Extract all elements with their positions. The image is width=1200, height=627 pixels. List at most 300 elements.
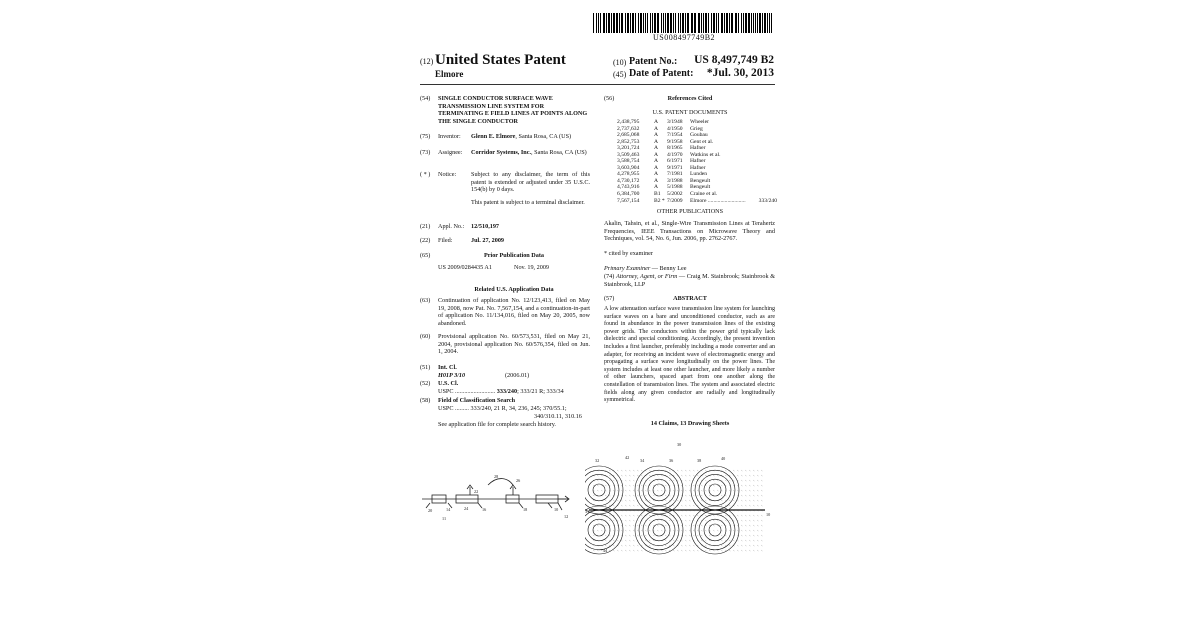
field-vector — [657, 480, 659, 481]
field-vector — [749, 525, 751, 526]
field-vector — [657, 485, 659, 486]
inventor-name: Glenn E. Elmore — [471, 133, 516, 140]
field-loop — [653, 524, 665, 536]
barcode-bar — [638, 13, 639, 33]
field-vector — [629, 535, 631, 536]
arrow-up — [510, 485, 516, 495]
search-dots: ......... — [455, 405, 469, 412]
field-vector — [725, 480, 727, 481]
field-vector — [593, 495, 595, 496]
ref-inventor: Craine et al. — [690, 191, 718, 198]
field-vector — [609, 505, 611, 506]
fig-label: 14 — [446, 507, 451, 512]
field-vector — [749, 480, 751, 481]
references-list — [617, 119, 777, 204]
field-vector — [741, 495, 743, 496]
field-vector — [749, 505, 751, 506]
barcode-bar — [691, 13, 693, 33]
ref-number: 4,730,172 — [617, 177, 640, 184]
field-vector — [753, 550, 755, 551]
field-vector — [669, 495, 671, 496]
field-vector — [733, 540, 735, 541]
field-vector — [701, 490, 703, 491]
ref-date: 7/1981 — [667, 171, 683, 178]
field-vector — [613, 490, 615, 491]
field-vector — [657, 475, 659, 476]
ref-kind: A — [654, 132, 659, 139]
fig-label: 42 — [625, 455, 630, 460]
field-vector — [689, 525, 691, 526]
field-vector — [677, 500, 679, 501]
field-vector — [761, 525, 763, 526]
field-loop — [653, 484, 665, 496]
assignee-entry — [471, 149, 591, 157]
field-vector — [693, 545, 695, 546]
us-cl-line — [438, 388, 564, 396]
ref-inventor: Goubau — [690, 132, 708, 139]
fig-label: 44 — [603, 548, 608, 553]
field-loop — [648, 479, 670, 501]
field-vector — [629, 500, 631, 501]
field-vector — [677, 530, 679, 531]
related-heading: Related U.S. Application Data — [474, 286, 554, 293]
field-vector — [637, 485, 639, 486]
field-vector — [629, 495, 631, 496]
barcode-bar — [680, 13, 681, 33]
field-vector — [725, 515, 727, 516]
ref-number: 3,201,724 — [617, 145, 640, 152]
field-vector — [753, 535, 755, 536]
field-vector — [625, 550, 627, 551]
field-vector — [625, 505, 627, 506]
fig-label: 24 — [464, 506, 469, 511]
us-patent-docs-heading: U.S. PATENT DOCUMENTS — [652, 109, 728, 116]
field-vector — [749, 475, 751, 476]
field-vector — [605, 505, 607, 506]
field-vector — [729, 500, 731, 501]
field-vector — [689, 530, 691, 531]
ref-class: 333/240 — [758, 197, 777, 204]
attorney-code: (74) — [604, 273, 615, 280]
field-vector — [605, 545, 607, 546]
field-vector — [605, 485, 607, 486]
field-vector — [601, 475, 603, 476]
field-vector — [725, 505, 727, 506]
field-vector — [665, 535, 667, 536]
ref-inventor: Hafner — [690, 145, 706, 152]
field-loop — [704, 479, 726, 501]
field-vector — [697, 490, 699, 491]
barcode-bar — [703, 13, 704, 33]
barcode-bar — [698, 13, 700, 33]
barcode-bar — [726, 13, 728, 33]
field-vector — [693, 475, 695, 476]
field-vector — [725, 535, 727, 536]
field-vector — [761, 515, 763, 516]
assignee-label: Assignee: — [438, 149, 463, 156]
notice-text: Subject to any disclaimer, the term of this patent is extended or adjusted under 35 U.S.C. 154(b) by 0 days. — [471, 171, 590, 194]
field-vector — [685, 505, 687, 506]
field-vector — [753, 490, 755, 491]
field-vector — [741, 485, 743, 486]
field-vector — [629, 470, 631, 471]
field-vector — [673, 500, 675, 501]
field-vector — [597, 520, 599, 521]
attorney-label: Attorney, Agent, or Firm — [615, 273, 678, 280]
field-vector — [757, 545, 759, 546]
field-vector — [641, 475, 643, 476]
barcode-bar — [743, 13, 744, 33]
field-vector — [657, 550, 659, 551]
field-vector — [621, 540, 623, 541]
field-vector — [673, 550, 675, 551]
barcode-bar — [608, 13, 610, 33]
field-vector — [721, 535, 723, 536]
field-vector — [753, 500, 755, 501]
field-vector — [633, 530, 635, 531]
field-vector — [597, 515, 599, 516]
patent-number: US 8,497,749 B2 — [694, 54, 774, 66]
field-vector — [753, 530, 755, 531]
field-vector — [681, 540, 683, 541]
barcode-bar — [738, 13, 739, 33]
field-vector — [761, 500, 763, 501]
field-vector — [605, 500, 607, 501]
field-vector — [709, 550, 711, 551]
field-vector — [753, 545, 755, 546]
field-vector — [609, 495, 611, 496]
patent-no-label: Patent No.: — [629, 56, 678, 67]
barcode-bar — [748, 13, 750, 33]
field-vector — [637, 525, 639, 526]
field-vector — [721, 540, 723, 541]
field-vector — [681, 500, 683, 501]
barcode-bar — [627, 13, 629, 33]
code-57: (57) — [604, 295, 615, 302]
field-vector — [613, 505, 615, 506]
field-vector — [685, 520, 687, 521]
cited-by-examiner: * cited by examiner — [604, 250, 653, 257]
field-vector — [673, 530, 675, 531]
field-loop — [585, 470, 619, 510]
field-vector — [621, 475, 623, 476]
field-vector — [693, 490, 695, 491]
field-vector — [741, 540, 743, 541]
field-vector — [621, 550, 623, 551]
field-vector — [721, 525, 723, 526]
field-vector — [737, 530, 739, 531]
ref-date: 5/2002 — [667, 191, 683, 198]
field-loop — [648, 519, 670, 541]
field-vector — [649, 505, 651, 506]
field-vector — [637, 515, 639, 516]
field-vector — [677, 540, 679, 541]
ref-inventor: Elmore ........................... — [690, 197, 746, 204]
ref-number: 3,603,904 — [617, 164, 640, 171]
field-vector — [605, 495, 607, 496]
field-vector — [709, 540, 711, 541]
field-vector — [689, 515, 691, 516]
ref-inventor: Wheeler — [690, 119, 709, 125]
field-vector — [701, 495, 703, 496]
field-vector — [757, 490, 759, 491]
examiner-label: Primary Examiner — [604, 265, 651, 272]
field-vector — [729, 540, 731, 541]
field-vector — [729, 520, 731, 521]
field-vector — [689, 480, 691, 481]
field-vector — [593, 540, 595, 541]
header-inventor: Elmore — [435, 69, 464, 79]
field-vector — [741, 535, 743, 536]
field-vector — [745, 495, 747, 496]
field-vector — [633, 515, 635, 516]
field-vector — [637, 495, 639, 496]
field-vector — [669, 470, 671, 471]
field-vector — [621, 470, 623, 471]
field-vector — [641, 515, 643, 516]
field-vector — [649, 515, 651, 516]
field-vector — [745, 530, 747, 531]
field-vector — [597, 530, 599, 531]
field-vector — [745, 505, 747, 506]
field-vector — [729, 490, 731, 491]
field-vector — [705, 475, 707, 476]
barcode-bar — [741, 13, 742, 33]
barcode-bar — [701, 13, 702, 33]
field-vector — [641, 550, 643, 551]
field-vector — [653, 540, 655, 541]
field-vector — [761, 485, 763, 486]
barcode-bar — [764, 13, 766, 33]
field-vector — [641, 525, 643, 526]
field-vector — [637, 535, 639, 536]
invention-title: SINGLE CONDUCTOR SURFACE WAVE TRANSMISSION LINE SYSTEM FOR TERMINATING E FIELD LINES AT POINTS ALONG THE SINGLE CONDUCTOR — [438, 95, 588, 126]
field-vector — [693, 495, 695, 496]
field-vector — [741, 500, 743, 501]
other-pubs-heading: OTHER PUBLICATIONS — [656, 208, 724, 215]
search-classes: 333/240, 21 R, 34, 236, 245; 370/55.1; — [470, 405, 567, 412]
field-vector — [637, 545, 639, 546]
filed-label: Filed: — [438, 237, 453, 244]
field-vector — [633, 490, 635, 491]
field-vector — [753, 505, 755, 506]
date-label: Date of Patent: — [629, 68, 694, 79]
notice-label: Notice: — [438, 171, 457, 178]
barcode-bar — [716, 13, 717, 33]
field-vector — [737, 545, 739, 546]
provisional-text: Provisional application No. 60/573,531, filed on May 21, 2004, provisional application No. 60/576,354, filed on Jun. 1, 2004. — [438, 333, 590, 356]
field-vector — [641, 490, 643, 491]
field-vector — [629, 530, 631, 531]
barcode-bar — [767, 13, 768, 33]
field-vector — [753, 525, 755, 526]
ref-kind: A — [654, 164, 659, 171]
field-vector — [681, 545, 683, 546]
barcode-bar — [729, 13, 730, 33]
field-loop — [588, 479, 610, 501]
field-vector — [745, 500, 747, 501]
field-vector — [689, 520, 691, 521]
field-vector — [757, 505, 759, 506]
field-vector — [617, 530, 619, 531]
field-loop — [593, 484, 605, 496]
ref-number: 4,743,916 — [617, 184, 640, 191]
field-vector — [613, 480, 615, 481]
field-vector — [713, 525, 715, 526]
field-vector — [737, 470, 739, 471]
field-vector — [629, 540, 631, 541]
field-vector — [749, 530, 751, 531]
field-vector — [721, 550, 723, 551]
barcode-bar — [665, 13, 666, 33]
field-vector — [685, 470, 687, 471]
field-vector — [653, 495, 655, 496]
barcode-bar — [685, 13, 686, 33]
field-vector — [637, 490, 639, 491]
field-vector — [597, 490, 599, 491]
abstract-heading: ABSTRACT — [673, 295, 707, 302]
field-vector — [625, 470, 627, 471]
field-vector — [649, 490, 651, 491]
field-vector — [677, 550, 679, 551]
field-vector — [621, 505, 623, 506]
field-vector — [737, 475, 739, 476]
field-vector — [665, 525, 667, 526]
field-vector — [661, 480, 663, 481]
field-vector — [745, 470, 747, 471]
field-vector — [701, 525, 703, 526]
field-vector — [761, 520, 763, 521]
field-vector — [737, 515, 739, 516]
field-vector — [749, 470, 751, 471]
field-vector — [601, 530, 603, 531]
field-vector — [625, 525, 627, 526]
field-vector — [737, 490, 739, 491]
appl-number: 12/510,197 — [471, 223, 500, 230]
code-58: (58) — [420, 397, 431, 404]
field-vector — [665, 550, 667, 551]
field-vector — [633, 485, 635, 486]
fig-label: 10 — [766, 512, 771, 517]
field-vector — [653, 535, 655, 536]
field-vector — [689, 540, 691, 541]
field-vector — [741, 515, 743, 516]
field-vector — [689, 485, 691, 486]
field-vector — [729, 480, 731, 481]
disclaimer-text: This patent is subject to a terminal disclaimer. — [471, 199, 585, 206]
code-52: (52) — [420, 380, 431, 387]
field-vector — [749, 500, 751, 501]
field-vector — [685, 490, 687, 491]
field-vector — [761, 490, 763, 491]
barcode-bar — [640, 13, 642, 33]
field-vector — [745, 480, 747, 481]
field-vector — [617, 540, 619, 541]
field-vector — [661, 490, 663, 491]
ref-kind: A — [654, 145, 659, 152]
barcode-bar — [705, 13, 707, 33]
ref-number: 4,278,955 — [617, 171, 640, 178]
barcode-bar — [611, 13, 612, 33]
ref-kind: A — [654, 138, 659, 145]
field-vector — [649, 475, 651, 476]
fig-label: 11 — [442, 516, 447, 521]
field-vector — [761, 545, 763, 546]
field-vector — [629, 485, 631, 486]
field-vector — [761, 540, 763, 541]
barcode-bar — [751, 13, 752, 33]
field-vector — [633, 540, 635, 541]
ref-number: 2,737,632 — [617, 125, 640, 132]
field-vector — [613, 530, 615, 531]
field-vector — [753, 495, 755, 496]
field-vector — [741, 475, 743, 476]
barcode-bar — [675, 13, 676, 33]
uspc-label: USPC — [438, 388, 454, 395]
field-vector — [605, 540, 607, 541]
field-vector — [745, 520, 747, 521]
field-vector — [741, 545, 743, 546]
field-vector — [713, 520, 715, 521]
field-vector — [745, 545, 747, 546]
field-vector — [629, 490, 631, 491]
field-vector — [705, 500, 707, 501]
field-vector — [645, 535, 647, 536]
barcode-bar — [630, 13, 631, 33]
field-vector — [621, 545, 623, 546]
examiner-line — [604, 265, 687, 273]
field-vector — [617, 470, 619, 471]
field-vector — [681, 530, 683, 531]
barcode-bar — [755, 13, 756, 33]
fig-label: 32 — [595, 458, 600, 463]
field-vector — [609, 470, 611, 471]
field-vector — [757, 530, 759, 531]
field-vector — [633, 505, 635, 506]
code-54: (54) — [420, 95, 431, 102]
field-vector — [745, 535, 747, 536]
fig-label: 30 — [677, 442, 682, 447]
field-vector — [633, 480, 635, 481]
barcode-bar — [657, 13, 659, 33]
field-vector — [645, 530, 647, 531]
field-vector — [713, 480, 715, 481]
barcode-bar — [621, 13, 623, 33]
field-vector — [621, 500, 623, 501]
field-vector — [609, 515, 611, 516]
field-vector — [605, 535, 607, 536]
barcode-bar — [735, 13, 737, 33]
barcode-bar — [613, 13, 615, 33]
inventor-label: Inventor: — [438, 133, 461, 140]
field-vector — [645, 525, 647, 526]
field-vector — [705, 470, 707, 471]
field-vector — [709, 495, 711, 496]
fig-label: 10 — [554, 507, 559, 512]
field-vector — [629, 520, 631, 521]
ref-date: 9/1971 — [667, 164, 683, 171]
field-vector — [701, 500, 703, 501]
field-vector — [641, 485, 643, 486]
field-vector — [761, 550, 763, 551]
field-vector — [625, 500, 627, 501]
field-vector — [741, 505, 743, 506]
barcode-bar — [593, 13, 594, 33]
field-vector — [761, 495, 763, 496]
field-vector — [601, 515, 603, 516]
field-vector — [685, 530, 687, 531]
field-vector — [613, 550, 615, 551]
